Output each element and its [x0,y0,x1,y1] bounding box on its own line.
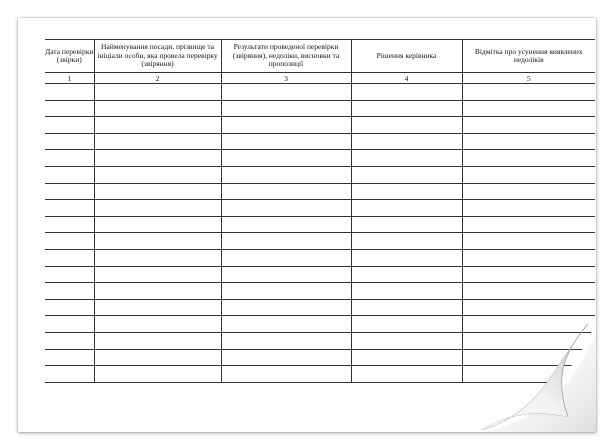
inspector-cell[interactable] [94,332,221,349]
date-cell[interactable] [45,266,94,283]
results-cell[interactable] [221,249,351,266]
decision-cell[interactable] [351,84,462,101]
inspector-cell[interactable] [94,117,221,134]
results-cell[interactable] [221,117,351,134]
results-cell[interactable] [221,332,351,349]
decision-cell[interactable] [351,183,462,200]
decision-cell[interactable] [351,133,462,150]
inspection-log-table [45,39,595,383]
remedy-mark-cell[interactable] [462,133,595,150]
results-cell[interactable] [221,100,351,117]
date-cell[interactable] [45,316,94,333]
column-number: 5 [462,73,595,84]
results-cell[interactable] [221,166,351,183]
column-number: 3 [221,73,351,84]
results-cell[interactable] [221,349,351,366]
table-row [45,316,595,333]
table-row [45,283,595,300]
results-cell[interactable] [221,266,351,283]
table-row [45,150,595,167]
results-cell[interactable] [221,183,351,200]
inspector-cell[interactable] [94,266,221,283]
inspector-cell[interactable] [94,84,221,101]
table-row [45,233,595,250]
col-header-inspector: Найменування посади, прізвище та ініціали особи, яка провела перевірку (звіряння) [94,40,221,73]
results-cell[interactable] [221,233,351,250]
col-header-remedy-mark: Відмітка про усунення виявлених недоліків [462,40,595,73]
remedy-mark-cell[interactable] [462,216,595,233]
remedy-mark-cell[interactable] [462,84,595,101]
table-row [45,332,595,349]
results-cell[interactable] [221,299,351,316]
table-row [45,133,595,150]
date-cell[interactable] [45,117,94,134]
inspector-cell[interactable] [94,249,221,266]
table-row [45,249,595,266]
decision-cell[interactable] [351,349,462,366]
decision-cell[interactable] [351,249,462,266]
decision-cell[interactable] [351,150,462,167]
remedy-mark-cell[interactable] [462,117,595,134]
remedy-mark-cell[interactable] [462,166,595,183]
column-number-row [45,73,595,84]
date-cell[interactable] [45,84,94,101]
date-cell[interactable] [45,299,94,316]
column-number: 2 [94,73,221,84]
date-cell[interactable] [45,150,94,167]
table-row [45,200,595,217]
results-cell[interactable] [221,84,351,101]
date-cell[interactable] [45,216,94,233]
inspector-cell[interactable] [94,316,221,333]
inspector-cell[interactable] [94,216,221,233]
inspector-cell[interactable] [94,150,221,167]
date-cell[interactable] [45,100,94,117]
inspector-cell[interactable] [94,299,221,316]
remedy-mark-cell[interactable] [462,266,595,283]
table-row [45,100,595,117]
decision-cell[interactable] [351,283,462,300]
results-cell[interactable] [221,366,351,383]
decision-cell[interactable] [351,200,462,217]
remedy-mark-cell[interactable] [462,316,595,333]
decision-cell[interactable] [351,332,462,349]
decision-cell[interactable] [351,216,462,233]
remedy-mark-cell[interactable] [462,183,595,200]
decision-cell[interactable] [351,299,462,316]
date-cell[interactable] [45,332,94,349]
header-row [45,40,595,73]
col-header-date: Дата перевірки (звірки) [45,40,94,73]
decision-cell[interactable] [351,316,462,333]
remedy-mark-cell[interactable] [462,249,595,266]
decision-cell[interactable] [351,266,462,283]
table-row [45,349,595,366]
decision-cell[interactable] [351,366,462,383]
results-cell[interactable] [221,316,351,333]
table-row [45,299,595,316]
remedy-mark-cell[interactable] [462,100,595,117]
inspector-cell[interactable] [94,349,221,366]
decision-cell[interactable] [351,233,462,250]
date-cell[interactable] [45,200,94,217]
table-row [45,216,595,233]
inspector-cell[interactable] [94,283,221,300]
results-cell[interactable] [221,283,351,300]
remedy-mark-cell[interactable] [462,299,595,316]
results-cell[interactable] [221,200,351,217]
table-row [45,117,595,134]
inspector-cell[interactable] [94,233,221,250]
results-cell[interactable] [221,150,351,167]
decision-cell[interactable] [351,117,462,134]
col-header-results: Результати проведеної перевірки (звіряння), недоліки, висновки та пропозиції [221,40,351,73]
table-row [45,84,595,101]
column-number: 1 [45,73,94,84]
remedy-mark-cell[interactable] [462,366,595,383]
table-row [45,266,595,283]
inspector-cell[interactable] [94,183,221,200]
remedy-mark-cell[interactable] [462,200,595,217]
remedy-mark-cell[interactable] [462,283,595,300]
column-number: 4 [351,73,462,84]
results-cell[interactable] [221,216,351,233]
decision-cell[interactable] [351,100,462,117]
decision-cell[interactable] [351,166,462,183]
date-cell[interactable] [45,249,94,266]
date-cell[interactable] [45,366,94,383]
remedy-mark-cell[interactable] [462,233,595,250]
date-cell[interactable] [45,283,94,300]
inspector-cell[interactable] [94,133,221,150]
results-cell[interactable] [221,133,351,150]
remedy-mark-cell[interactable] [462,332,595,349]
table-row [45,183,595,200]
remedy-mark-cell[interactable] [462,150,595,167]
inspector-cell[interactable] [94,100,221,117]
col-header-decision: Рішення керівника [351,40,462,73]
inspector-cell[interactable] [94,366,221,383]
date-cell[interactable] [45,183,94,200]
inspector-cell[interactable] [94,200,221,217]
date-cell[interactable] [45,349,94,366]
table-row [45,366,595,383]
remedy-mark-cell[interactable] [462,349,595,366]
journal-page [18,18,596,432]
inspector-cell[interactable] [94,166,221,183]
date-cell[interactable] [45,166,94,183]
date-cell[interactable] [45,233,94,250]
date-cell[interactable] [45,133,94,150]
table-row [45,166,595,183]
